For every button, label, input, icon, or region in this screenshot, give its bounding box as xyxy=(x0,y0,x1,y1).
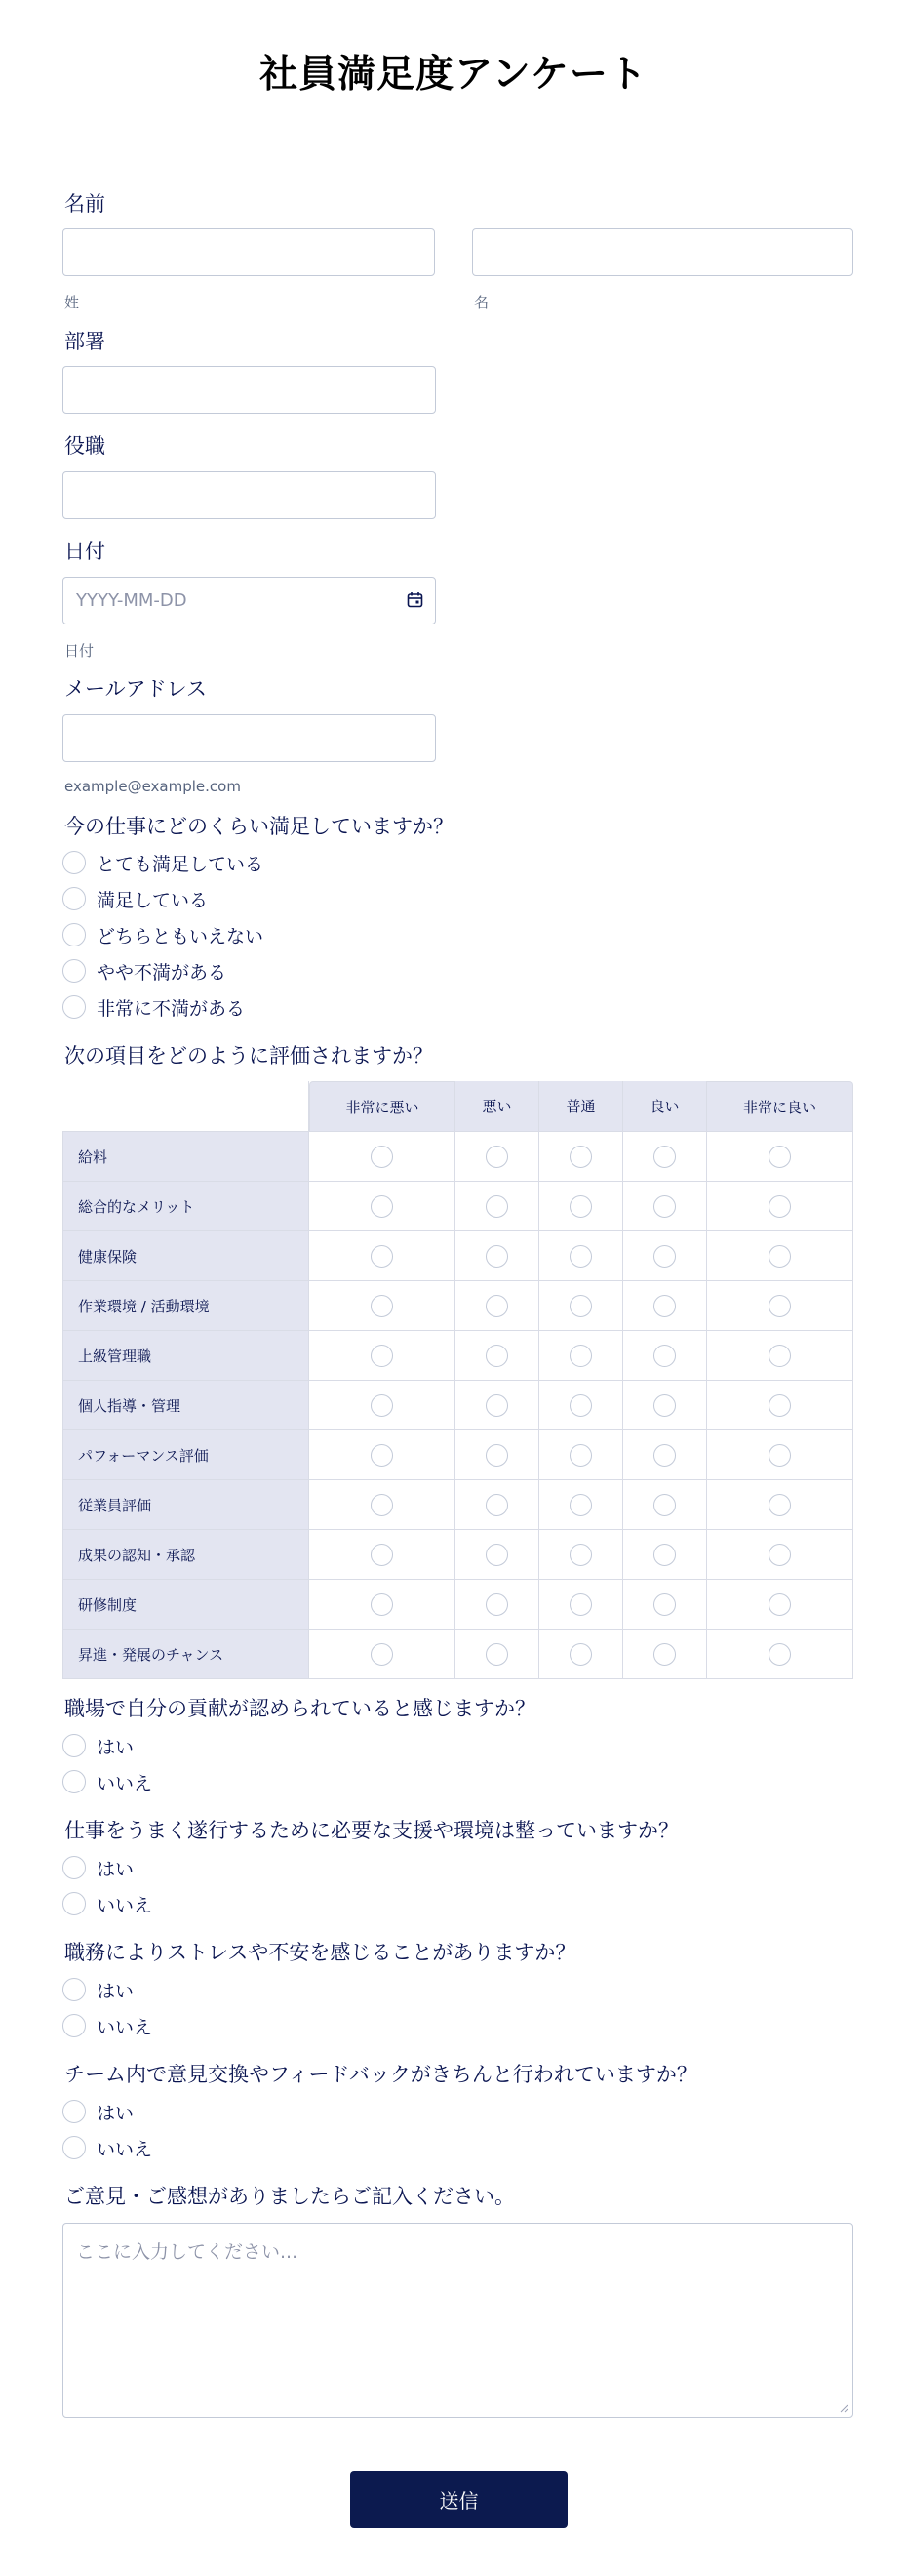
matrix-row-label: パフォーマンス評価 xyxy=(62,1430,309,1480)
matrix-row xyxy=(62,1231,853,1281)
matrix-radio-button[interactable] xyxy=(570,1643,592,1666)
matrix-radio-button[interactable] xyxy=(486,1245,508,1268)
radio-button[interactable] xyxy=(62,1978,86,2001)
matrix-row xyxy=(62,1331,853,1381)
radio-button[interactable] xyxy=(62,959,86,983)
matrix-cell xyxy=(309,1580,455,1630)
matrix-row xyxy=(62,1381,853,1430)
matrix-cell xyxy=(623,1231,707,1281)
matrix-cell xyxy=(455,1580,539,1630)
radio-button[interactable] xyxy=(62,1856,86,1879)
matrix-radio-button[interactable] xyxy=(486,1345,508,1367)
submit-button[interactable]: 送信 xyxy=(350,2471,568,2528)
matrix-column-header: 悪い xyxy=(455,1081,539,1132)
radio-label: はい xyxy=(97,1980,135,2002)
matrix-radio-button[interactable] xyxy=(486,1394,508,1417)
matrix-radio-button[interactable] xyxy=(570,1494,592,1516)
yes-no-option[interactable] xyxy=(62,1768,152,1795)
matrix-radio-button[interactable] xyxy=(371,1593,393,1616)
matrix-radio-button[interactable] xyxy=(371,1295,393,1317)
radio-button[interactable] xyxy=(62,2014,86,2037)
matrix-row-label: 上級管理職 xyxy=(62,1331,309,1381)
matrix-cell xyxy=(455,1480,539,1530)
matrix-radio-button[interactable] xyxy=(769,1444,791,1467)
matrix-radio-button[interactable] xyxy=(653,1544,676,1566)
matrix-cell xyxy=(539,1331,623,1381)
matrix-header-row xyxy=(62,1081,853,1132)
matrix-radio-button[interactable] xyxy=(769,1295,791,1317)
matrix-radio-button[interactable] xyxy=(653,1394,676,1417)
radio-label: どちらともいえない xyxy=(97,925,264,947)
matrix-cell xyxy=(623,1580,707,1630)
comments-label: ご意見・ご感想がありましたらご記入ください。 xyxy=(64,2185,515,2208)
matrix-radio-button[interactable] xyxy=(486,1593,508,1616)
matrix-cell xyxy=(309,1331,455,1381)
calendar-icon[interactable] xyxy=(407,591,423,608)
matrix-cell xyxy=(309,1381,455,1430)
matrix-radio-button[interactable] xyxy=(371,1494,393,1516)
matrix-cell xyxy=(623,1430,707,1480)
matrix-cell xyxy=(707,1182,853,1231)
matrix-cell xyxy=(707,1381,853,1430)
matrix-cell xyxy=(539,1132,623,1182)
matrix-radio-button[interactable] xyxy=(653,1245,676,1268)
matrix-cell xyxy=(539,1580,623,1630)
matrix-radio-button[interactable] xyxy=(570,1195,592,1218)
matrix-row-label: 作業環境 / 活動環境 xyxy=(62,1281,309,1331)
matrix-cell xyxy=(455,1430,539,1480)
matrix-cell xyxy=(455,1281,539,1331)
matrix-question: 次の項目をどのように評価されますか？ xyxy=(64,1044,433,1067)
matrix-radio-button[interactable] xyxy=(371,1444,393,1467)
radio-label: いいえ xyxy=(97,1894,153,1916)
matrix-cell xyxy=(455,1381,539,1430)
matrix-row-label: 総合的なメリット xyxy=(62,1182,309,1231)
matrix-cell xyxy=(539,1381,623,1430)
radio-label: いいえ xyxy=(97,1772,153,1794)
matrix-row-label: 個人指導・管理 xyxy=(62,1381,309,1430)
matrix-radio-button[interactable] xyxy=(570,1146,592,1168)
matrix-cell xyxy=(455,1630,539,1679)
matrix-cell xyxy=(539,1182,623,1231)
matrix-radio-button[interactable] xyxy=(769,1494,791,1516)
yes-no-option[interactable] xyxy=(62,1732,134,1759)
matrix-cell xyxy=(707,1630,853,1679)
matrix-row xyxy=(62,1132,853,1182)
matrix-radio-button[interactable] xyxy=(653,1146,676,1168)
satisfaction-option[interactable] xyxy=(62,885,208,912)
matrix-radio-button[interactable] xyxy=(371,1245,393,1268)
matrix-row-label: 研修制度 xyxy=(62,1580,309,1630)
matrix-radio-button[interactable] xyxy=(653,1444,676,1467)
satisfaction-option[interactable] xyxy=(62,921,263,948)
matrix-radio-button[interactable] xyxy=(769,1146,791,1168)
radio-label: 非常に不満がある xyxy=(97,997,246,1020)
matrix-row-label: 健康保険 xyxy=(62,1231,309,1281)
radio-label: はい xyxy=(97,1736,135,1758)
matrix-cell xyxy=(707,1132,853,1182)
yes-no-option[interactable] xyxy=(62,1890,152,1917)
first-name-input[interactable] xyxy=(62,228,435,276)
matrix-cell xyxy=(539,1630,623,1679)
matrix-cell xyxy=(623,1480,707,1530)
last-name-sublabel: 名 xyxy=(474,294,490,311)
matrix-cell xyxy=(309,1231,455,1281)
matrix-radio-button[interactable] xyxy=(653,1643,676,1666)
matrix-radio-button[interactable] xyxy=(570,1544,592,1566)
radio-button[interactable] xyxy=(62,2136,86,2159)
radio-label: いいえ xyxy=(97,2016,153,2038)
matrix-row-label: 成果の認知・承認 xyxy=(62,1530,309,1580)
matrix-radio-button[interactable] xyxy=(371,1643,393,1666)
rating-matrix xyxy=(62,1081,853,1679)
matrix-radio-button[interactable] xyxy=(486,1295,508,1317)
matrix-cell xyxy=(623,1630,707,1679)
matrix-corner xyxy=(62,1081,309,1132)
position-label: 役職 xyxy=(64,434,105,458)
matrix-cell xyxy=(623,1331,707,1381)
matrix-cell xyxy=(455,1231,539,1281)
department-input[interactable] xyxy=(62,366,436,414)
matrix-row xyxy=(62,1281,853,1331)
matrix-row xyxy=(62,1580,853,1630)
matrix-radio-button[interactable] xyxy=(371,1146,393,1168)
name-label: 名前 xyxy=(64,192,105,216)
last-name-input[interactable] xyxy=(472,228,853,276)
matrix-column-header: 普通 xyxy=(539,1081,623,1132)
matrix-cell xyxy=(309,1480,455,1530)
matrix-cell xyxy=(309,1430,455,1480)
matrix-cell xyxy=(707,1281,853,1331)
matrix-cell xyxy=(309,1281,455,1331)
yes-no-option[interactable] xyxy=(62,2134,152,2161)
matrix-cell xyxy=(623,1381,707,1430)
matrix-column-header: 非常に悪い xyxy=(309,1081,455,1132)
satisfaction-option[interactable] xyxy=(62,849,263,876)
yes-no-option[interactable] xyxy=(62,2012,152,2039)
matrix-radio-button[interactable] xyxy=(653,1195,676,1218)
radio-label: やや不満がある xyxy=(97,961,227,984)
matrix-radio-button[interactable] xyxy=(371,1544,393,1566)
matrix-cell xyxy=(623,1182,707,1231)
department-label: 部署 xyxy=(64,330,105,353)
matrix-cell xyxy=(707,1231,853,1281)
satisfaction-option[interactable] xyxy=(62,957,226,985)
radio-button[interactable] xyxy=(62,2100,86,2123)
matrix-radio-button[interactable] xyxy=(769,1593,791,1616)
matrix-cell xyxy=(539,1231,623,1281)
matrix-cell xyxy=(539,1430,623,1480)
matrix-cell xyxy=(623,1530,707,1580)
date-input[interactable] xyxy=(62,577,436,624)
radio-label: 満足している xyxy=(97,889,209,911)
matrix-cell xyxy=(309,1132,455,1182)
matrix-cell xyxy=(707,1530,853,1580)
radio-button[interactable] xyxy=(62,995,86,1019)
matrix-row-label: 給料 xyxy=(62,1132,309,1182)
matrix-radio-button[interactable] xyxy=(570,1444,592,1467)
matrix-cell xyxy=(455,1132,539,1182)
matrix-radio-button[interactable] xyxy=(371,1195,393,1218)
radio-label: はい xyxy=(97,2102,135,2124)
matrix-row xyxy=(62,1530,853,1580)
radio-button[interactable] xyxy=(62,851,86,874)
radio-button[interactable] xyxy=(62,923,86,946)
matrix-radio-button[interactable] xyxy=(570,1295,592,1317)
matrix-radio-button[interactable] xyxy=(371,1394,393,1417)
date-sublabel: 日付 xyxy=(64,642,95,660)
position-input[interactable] xyxy=(62,471,436,519)
matrix-column-header: 非常に良い xyxy=(707,1081,853,1132)
matrix-cell xyxy=(455,1331,539,1381)
email-sublabel: example@example.com xyxy=(64,778,241,795)
matrix-cell xyxy=(455,1182,539,1231)
matrix-row-label: 従業員評価 xyxy=(62,1480,309,1530)
matrix-radio-button[interactable] xyxy=(570,1345,592,1367)
yes-no-question: 仕事をうまく遂行するために必要な支援や環境は整っていますか？ xyxy=(64,1819,679,1842)
matrix-radio-button[interactable] xyxy=(653,1295,676,1317)
resize-grip-icon[interactable] xyxy=(839,2403,848,2413)
yes-no-option[interactable] xyxy=(62,2098,134,2125)
matrix-cell xyxy=(539,1281,623,1331)
matrix-radio-button[interactable] xyxy=(486,1643,508,1666)
matrix-column-header: 良い xyxy=(623,1081,707,1132)
comments-placeholder: ここに入力してください... xyxy=(76,2241,298,2263)
matrix-radio-button[interactable] xyxy=(486,1494,508,1516)
radio-button[interactable] xyxy=(62,1734,86,1757)
matrix-cell xyxy=(539,1480,623,1530)
matrix-radio-button[interactable] xyxy=(486,1544,508,1566)
comments-textarea[interactable] xyxy=(62,2223,853,2418)
satisfaction-question: 今の仕事にどのくらい満足していますか？ xyxy=(64,815,454,838)
matrix-row xyxy=(62,1630,853,1679)
date-placeholder: YYYY-MM-DD xyxy=(76,590,187,611)
yes-no-question: 職場で自分の貢献が認められていると感じますか？ xyxy=(64,1697,535,1720)
matrix-cell xyxy=(623,1132,707,1182)
radio-label: いいえ xyxy=(97,2138,153,2160)
matrix-row-label: 昇進・発展のチャンス xyxy=(62,1630,309,1679)
matrix-radio-button[interactable] xyxy=(653,1494,676,1516)
matrix-radio-button[interactable] xyxy=(570,1394,592,1417)
matrix-cell xyxy=(309,1630,455,1679)
matrix-radio-button[interactable] xyxy=(769,1544,791,1566)
matrix-row xyxy=(62,1430,853,1480)
date-label: 日付 xyxy=(64,540,105,563)
yes-no-question: チーム内で意見交換やフィードバックがきちんと行われていますか？ xyxy=(64,2063,697,2086)
matrix-radio-button[interactable] xyxy=(570,1245,592,1268)
matrix-radio-button[interactable] xyxy=(769,1345,791,1367)
radio-button[interactable] xyxy=(62,887,86,910)
yes-no-question: 職務によりストレスや不安を感じることがありますか？ xyxy=(64,1941,576,1964)
matrix-radio-button[interactable] xyxy=(769,1394,791,1417)
email-label: メールアドレス xyxy=(64,677,207,701)
matrix-radio-button[interactable] xyxy=(486,1444,508,1467)
matrix-row xyxy=(62,1480,853,1530)
matrix-cell xyxy=(455,1530,539,1580)
matrix-radio-button[interactable] xyxy=(486,1146,508,1168)
matrix-cell xyxy=(309,1182,455,1231)
matrix-cell xyxy=(707,1480,853,1530)
first-name-sublabel: 姓 xyxy=(64,294,80,311)
matrix-cell xyxy=(707,1331,853,1381)
matrix-radio-button[interactable] xyxy=(653,1593,676,1616)
matrix-cell xyxy=(707,1580,853,1630)
matrix-radio-button[interactable] xyxy=(769,1245,791,1268)
radio-button[interactable] xyxy=(62,1892,86,1915)
email-input[interactable] xyxy=(62,714,436,762)
yes-no-option[interactable] xyxy=(62,1976,134,2003)
form-title: 社員満足度アンケート xyxy=(259,53,648,97)
matrix-cell xyxy=(539,1530,623,1580)
yes-no-option[interactable] xyxy=(62,1854,134,1881)
radio-label: とても満足している xyxy=(97,853,264,875)
radio-button[interactable] xyxy=(62,1770,86,1793)
matrix-radio-button[interactable] xyxy=(769,1195,791,1218)
matrix-cell xyxy=(707,1430,853,1480)
matrix-cell xyxy=(309,1530,455,1580)
matrix-row xyxy=(62,1182,853,1231)
matrix-radio-button[interactable] xyxy=(486,1195,508,1218)
matrix-cell xyxy=(623,1281,707,1331)
radio-label: はい xyxy=(97,1858,135,1880)
matrix-radio-button[interactable] xyxy=(653,1345,676,1367)
matrix-radio-button[interactable] xyxy=(570,1593,592,1616)
matrix-radio-button[interactable] xyxy=(769,1643,791,1666)
satisfaction-option[interactable] xyxy=(62,993,245,1021)
matrix-radio-button[interactable] xyxy=(371,1345,393,1367)
